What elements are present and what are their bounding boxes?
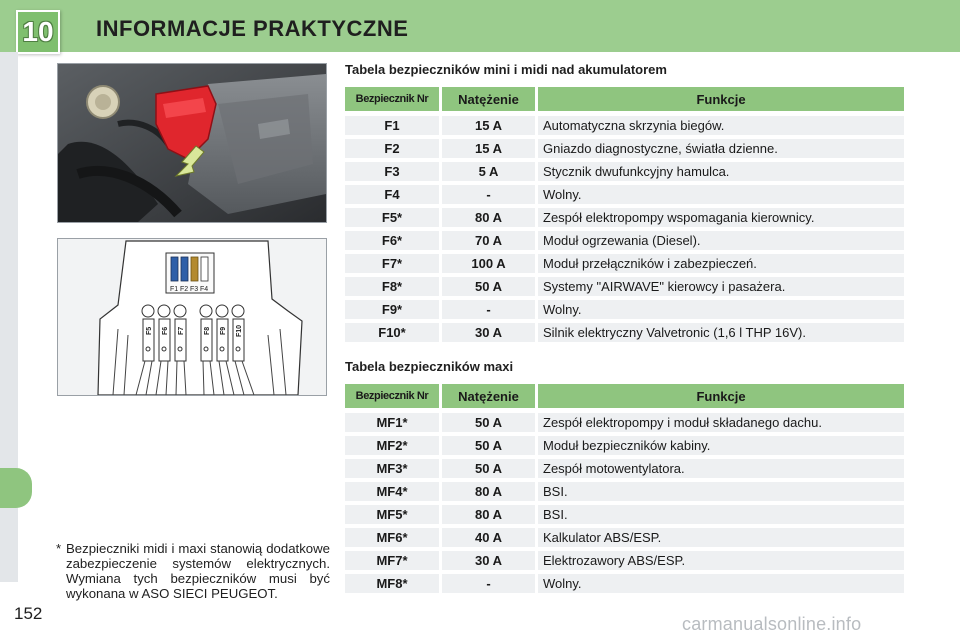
fuse-function: Systemy "AIRWAVE" kierowcy i pasażera. — [538, 277, 904, 296]
table-row — [345, 300, 904, 319]
column-header-fuse-nr: Bezpiecznik Nr — [345, 87, 439, 111]
fuse-number: F6* — [345, 231, 439, 250]
chapter-number-badge — [16, 10, 60, 54]
fuse-amperage: - — [442, 574, 535, 593]
fuse-box-drawing — [58, 239, 326, 395]
fuse-function: Moduł bezpieczników kabiny. — [538, 436, 904, 455]
footnote-text: Bezpieczniki midi i maxi stanowią dodatkowe zabezpieczenie systemów elektrycznych. Wymiana tych bezpieczników musi być wykonana w ASO SIECI PEUGEOT. — [66, 541, 330, 601]
footnote — [56, 541, 330, 601]
fuse-label-f8: F8 — [204, 326, 211, 335]
fuse-function: Moduł ogrzewania (Diesel). — [538, 231, 904, 250]
table-row — [345, 528, 904, 547]
table-row — [345, 139, 904, 158]
fuse-amperage: - — [442, 185, 535, 204]
fuse-function: Wolny. — [538, 300, 904, 319]
fuse-amperage: 30 A — [442, 323, 535, 342]
fuse-function: Zespół motowentylatora. — [538, 459, 904, 478]
table-row — [345, 323, 904, 342]
table-row — [345, 254, 904, 273]
fuse-label-f2: F2 — [180, 286, 189, 293]
watermark: carmanualsonline.info — [682, 614, 862, 634]
table-row — [345, 505, 904, 524]
column-header-function: Funkcje — [538, 87, 904, 111]
fuse-number: MF5* — [345, 505, 439, 524]
fuse-label-f9: F9 — [220, 326, 227, 335]
fuse-number: F3 — [345, 162, 439, 181]
fuse-number: MF6* — [345, 528, 439, 547]
fuse-number: MF1* — [345, 413, 439, 432]
table-mini-midi-title: Tabela bezpieczników mini i midi nad akumulatorem — [345, 62, 667, 77]
fuse-f4 — [201, 257, 208, 281]
chapter-side-tab — [0, 468, 32, 508]
fuse-function: Elektrozawory ABS/ESP. — [538, 551, 904, 570]
fuse-table-mini-midi — [345, 87, 904, 342]
table-row — [345, 551, 904, 570]
page-title: INFORMACJE PRAKTYCZNE — [96, 16, 409, 41]
table-header-row — [345, 87, 904, 111]
fuse-amperage: 80 A — [442, 482, 535, 501]
fuse-amperage: 100 A — [442, 254, 535, 273]
table-row — [345, 413, 904, 432]
fuse-amperage: 15 A — [442, 116, 535, 135]
table-row — [345, 231, 904, 250]
fuse-number: MF3* — [345, 459, 439, 478]
fuse-function: BSI. — [538, 505, 904, 524]
table-row — [345, 162, 904, 181]
fuse-number: F10* — [345, 323, 439, 342]
fuse-box-diagram — [57, 238, 327, 396]
column-header-function: Funkcje — [538, 384, 904, 408]
column-header-amperage: Natężenie — [442, 87, 535, 111]
fuse-label-f5: F5 — [146, 326, 153, 335]
fuse-label-f7: F7 — [178, 326, 185, 335]
fuse-number: MF7* — [345, 551, 439, 570]
table-row — [345, 277, 904, 296]
fuse-amperage: 40 A — [442, 528, 535, 547]
fuse-function: Silnik elektryczny Valvetronic (1,6 l THP 16V). — [538, 323, 904, 342]
table-row — [345, 574, 904, 593]
fuse-table-maxi — [345, 384, 904, 594]
fuse-amperage: 80 A — [442, 505, 535, 524]
table-row — [345, 116, 904, 135]
table-header-row — [345, 384, 904, 408]
chapter-number: 10 — [22, 16, 54, 47]
fuse-number: F9* — [345, 300, 439, 319]
fuse-number: F1 — [345, 116, 439, 135]
fuse-amperage: - — [442, 300, 535, 319]
fuse-number: F2 — [345, 139, 439, 158]
fuse-f3 — [191, 257, 198, 281]
fuse-label-f3: F3 — [190, 286, 199, 293]
engine-bay-photo — [57, 63, 327, 223]
table-maxi-title: Tabela bezpieczników maxi — [345, 359, 514, 374]
fuse-label-f6: F6 — [162, 326, 169, 335]
fuse-function: BSI. — [538, 482, 904, 501]
table-row — [345, 208, 904, 227]
fuse-function: Moduł przełączników i zabezpieczeń. — [538, 254, 904, 273]
fuse-amperage: 50 A — [442, 413, 535, 432]
fuse-function: Kalkulator ABS/ESP. — [538, 528, 904, 547]
fuse-function: Wolny. — [538, 574, 904, 593]
fuse-number: MF4* — [345, 482, 439, 501]
table-row — [345, 459, 904, 478]
fuse-function: Automatyczna skrzynia biegów. — [538, 116, 904, 135]
fuse-amperage: 70 A — [442, 231, 535, 250]
footnote-marker: * — [56, 541, 62, 556]
column-header-amperage: Natężenie — [442, 384, 535, 408]
fuse-amperage: 50 A — [442, 436, 535, 455]
fuse-function: Zespół elektropompy wspomagania kierownicy. — [538, 208, 904, 227]
fuse-function: Gniazdo diagnostyczne, światła dzienne. — [538, 139, 904, 158]
fuse-amperage: 30 A — [442, 551, 535, 570]
fuse-function: Zespół elektropompy i moduł składanego dachu. — [538, 413, 904, 432]
fuse-number: F8* — [345, 277, 439, 296]
fuse-number: F7* — [345, 254, 439, 273]
page-number: 152 — [14, 604, 43, 623]
fuse-f2 — [181, 257, 188, 281]
fuse-label-f10: F10 — [236, 324, 243, 337]
table-row — [345, 436, 904, 455]
column-header-fuse-nr: Bezpiecznik Nr — [345, 384, 439, 408]
fuse-amperage: 50 A — [442, 459, 535, 478]
fuse-number: F4 — [345, 185, 439, 204]
engine-bay-illustration — [58, 64, 326, 222]
fuse-number: MF2* — [345, 436, 439, 455]
fuse-label-f4: F4 — [200, 286, 209, 293]
table-row — [345, 482, 904, 501]
fuse-amperage: 80 A — [442, 208, 535, 227]
table-row — [345, 185, 904, 204]
fuse-amperage: 15 A — [442, 139, 535, 158]
fuse-f1 — [171, 257, 178, 281]
fuse-number: F5* — [345, 208, 439, 227]
fuse-function: Wolny. — [538, 185, 904, 204]
fuse-label-f1: F1 — [170, 286, 179, 293]
fuse-number: MF8* — [345, 574, 439, 593]
fuse-function: Stycznik dwufunkcyjny hamulca. — [538, 162, 904, 181]
fuse-amperage: 5 A — [442, 162, 535, 181]
fuse-amperage: 50 A — [442, 277, 535, 296]
